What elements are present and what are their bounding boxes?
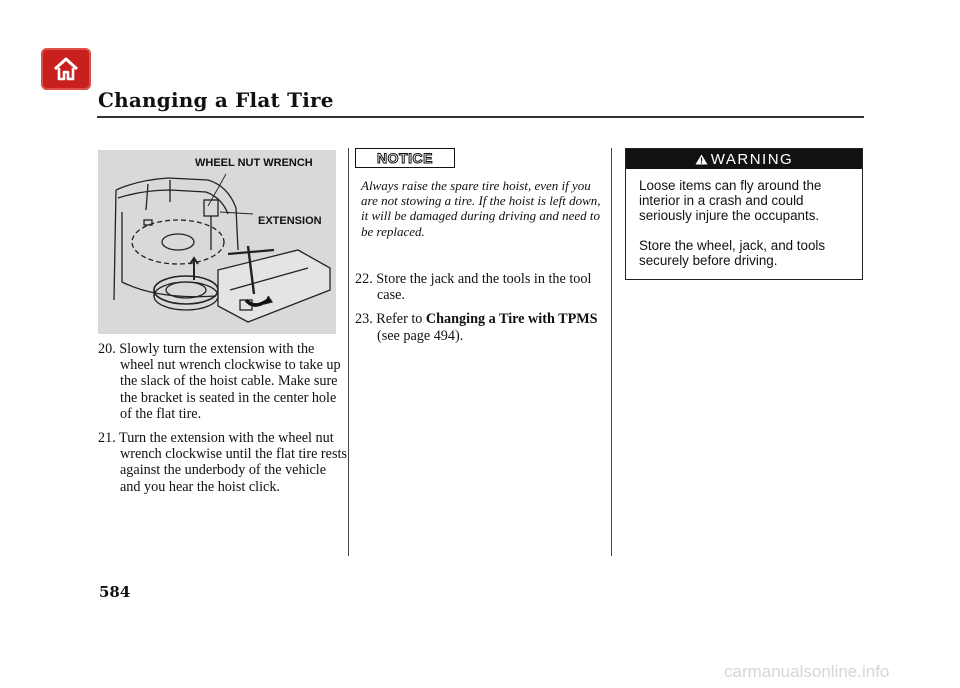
notice-text: Always raise the spare tire hoist, even if you are not stowing a tire. If the hoist is left down, it will be damaged during driving and need to be replaced. xyxy=(361,178,601,239)
car-trunk-drawing xyxy=(98,150,336,334)
column-divider-left xyxy=(348,148,349,556)
step-item xyxy=(355,271,605,303)
step-item xyxy=(98,341,348,422)
label-wheel-nut-wrench: WHEEL NUT WRENCH xyxy=(195,157,313,169)
warning-header xyxy=(626,149,862,169)
warning-box xyxy=(625,148,863,280)
step-number: 22. xyxy=(355,271,373,287)
step-number: 23. xyxy=(355,311,373,328)
notice-badge xyxy=(355,148,455,168)
warning-triangle-icon xyxy=(695,154,708,165)
step-text-suffix: (see page 494). xyxy=(377,327,464,344)
step-text: Slowly turn the extension with the wheel nut wrench clockwise to take up the slack of the hoist cable. Make sure the bracket is seated in the center hole of the flat tire. xyxy=(119,341,341,422)
step-text: Turn the extension with the wheel nut wrench clockwise until the flat tire rests against the underbody of the vehicle and you hear the hoist click. xyxy=(119,430,347,495)
page-number: 584 xyxy=(99,583,131,601)
step-number: 20. xyxy=(98,341,116,357)
warning-heading: WARNING xyxy=(710,150,794,168)
step-text-prefix: Refer to xyxy=(376,311,426,328)
step-number: 21. xyxy=(98,430,116,447)
notice-label: NOTICE xyxy=(377,150,433,166)
column-divider-right xyxy=(611,148,612,556)
step-item xyxy=(355,311,605,343)
watermark: carmanualsonline.info xyxy=(724,662,890,681)
left-steps-list xyxy=(98,341,348,503)
warning-body xyxy=(626,169,862,268)
step-item xyxy=(98,430,348,495)
page-title: Changing a Flat Tire xyxy=(98,88,334,112)
label-extension: EXTENSION xyxy=(258,215,322,227)
title-divider xyxy=(97,116,864,118)
middle-steps-list xyxy=(355,271,605,352)
home-icon xyxy=(52,56,80,82)
hoist-illustration xyxy=(98,150,336,334)
warning-paragraph: Loose items can fly around the interior in a crash and could seriously injure the occupants. xyxy=(639,178,822,223)
warning-paragraph: Store the wheel, jack, and tools securely before driving. xyxy=(639,238,826,268)
step-text: Store the jack and the tools in the tool case. xyxy=(376,271,592,304)
cross-reference-link[interactable]: Changing a Tire with TPMS xyxy=(425,311,598,328)
home-button[interactable] xyxy=(41,48,91,90)
